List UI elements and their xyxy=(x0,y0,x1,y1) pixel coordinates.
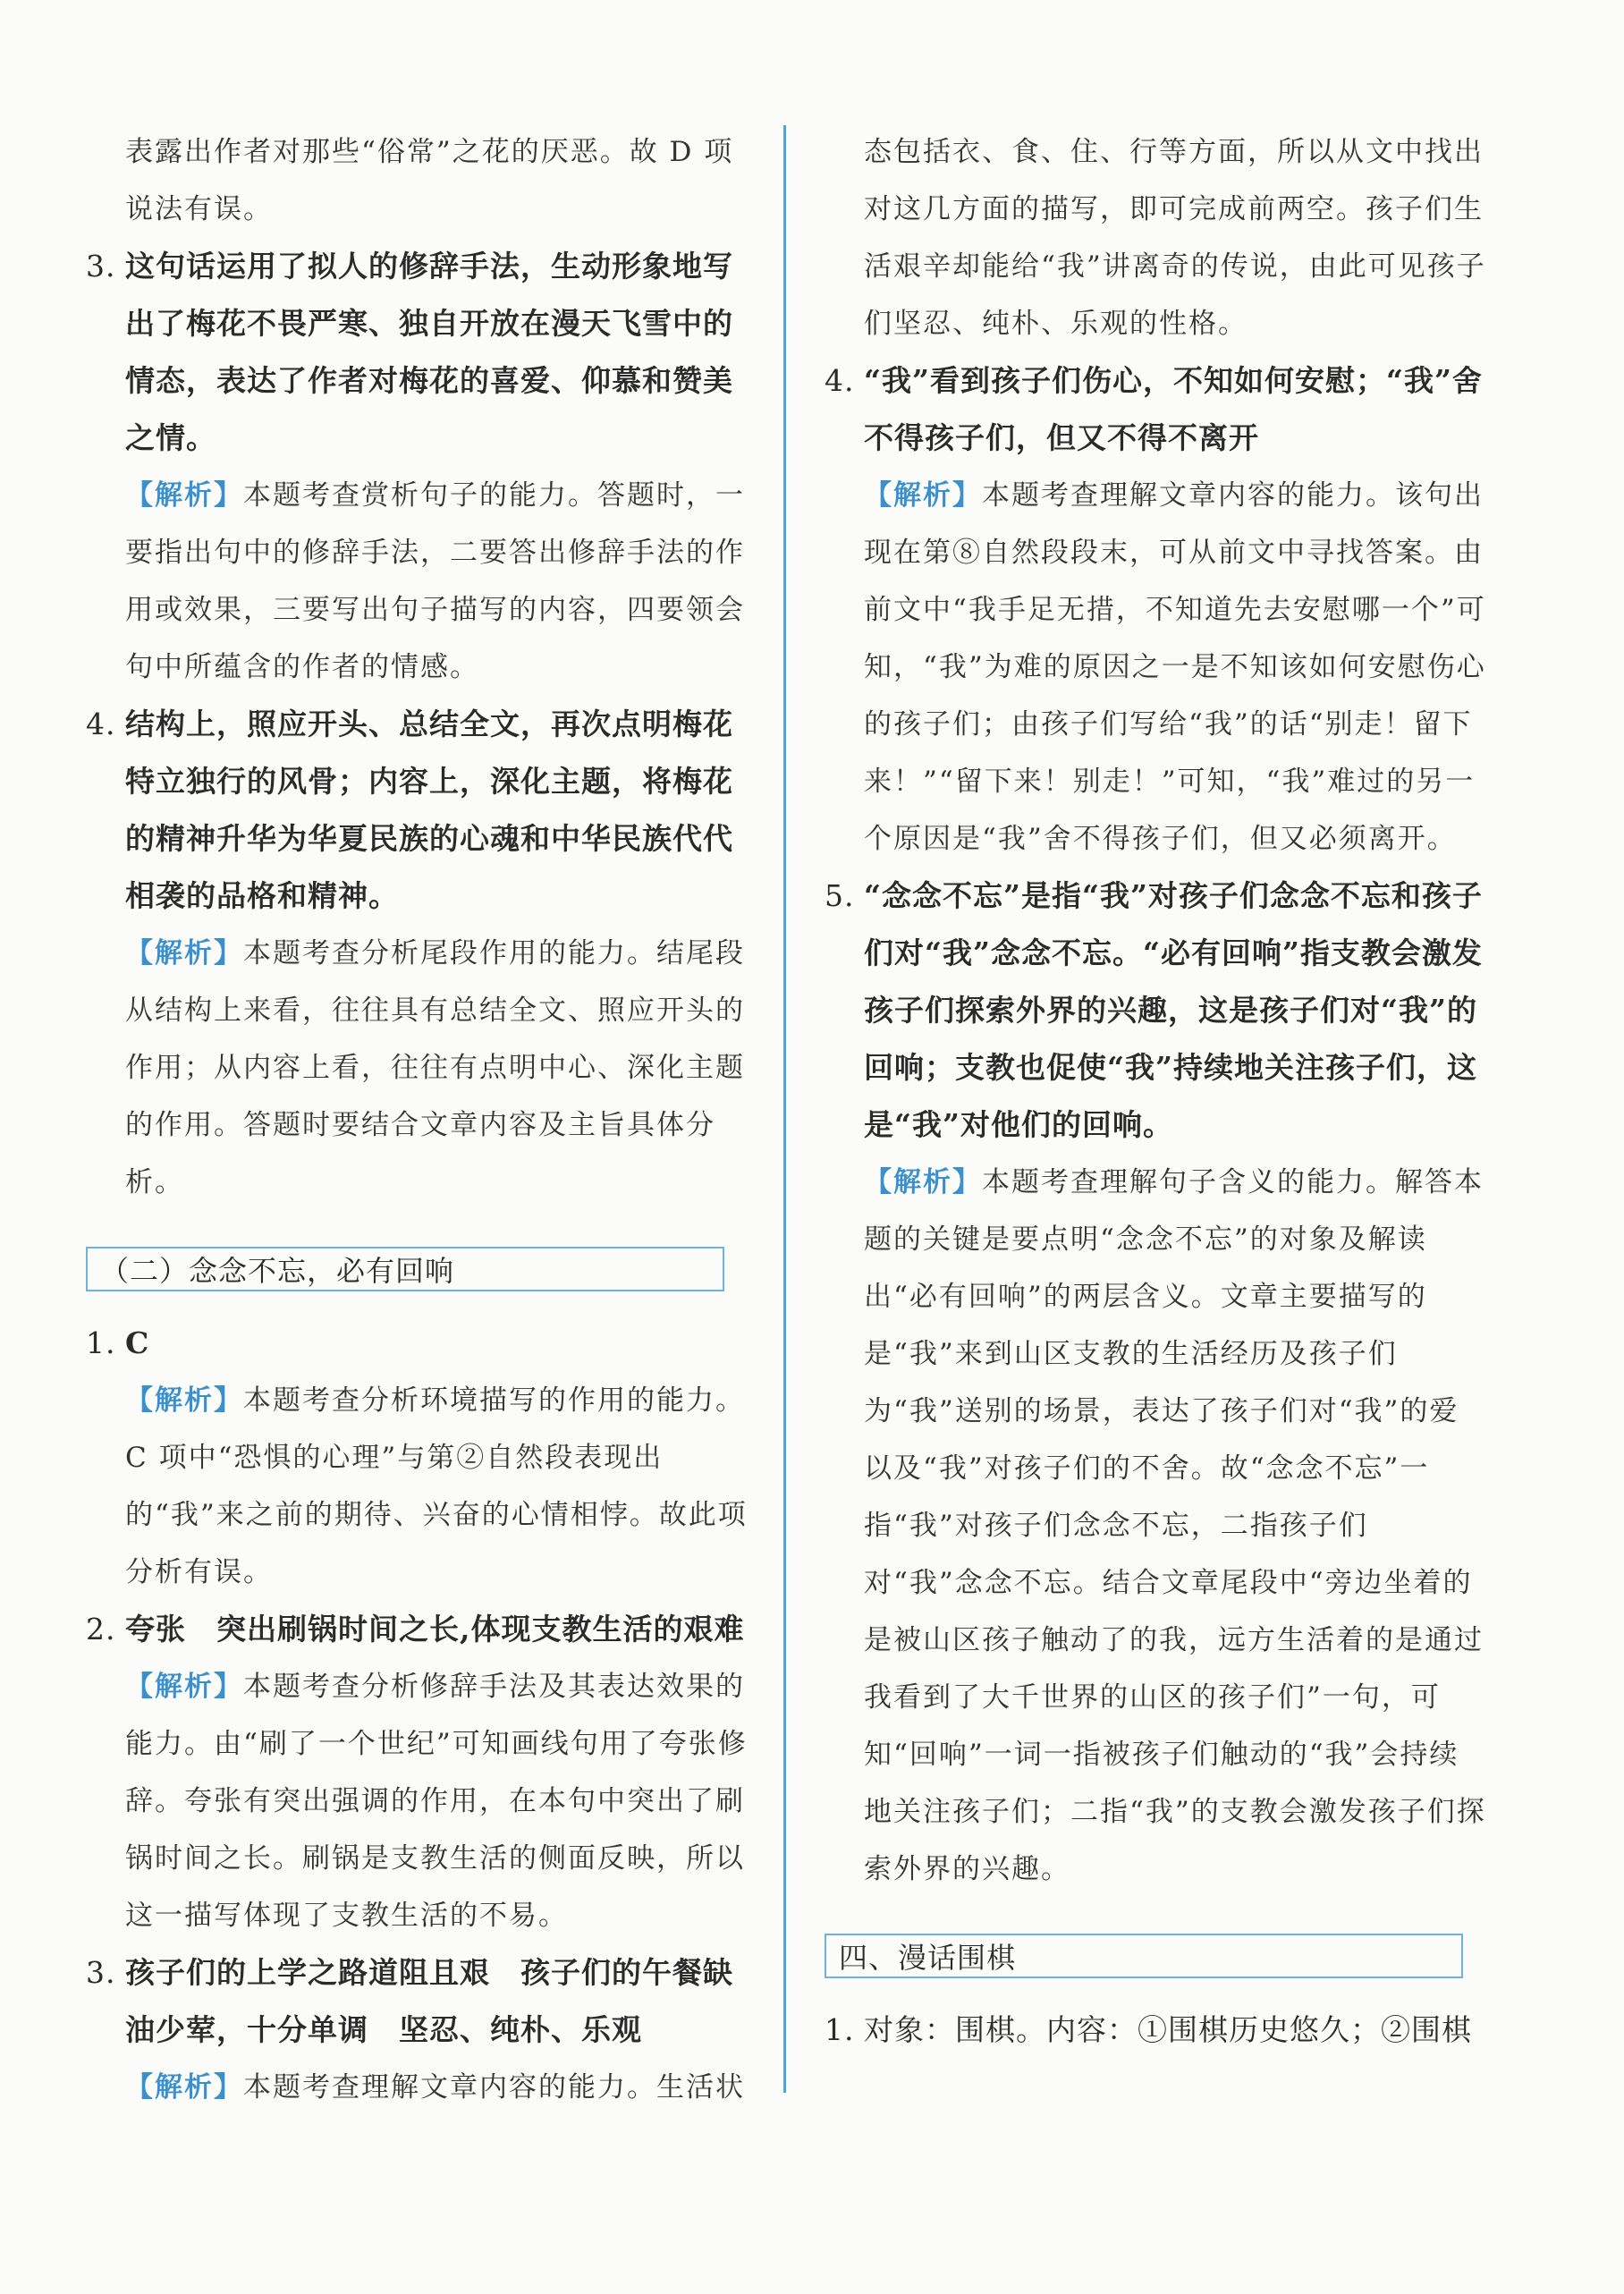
analysis-text: 本题考查赏析句子的能力。答题时，一要指出句中的修辞手法，二要答出修辞手法的作用或效果，三要写出句子描写的内容，四要领会句中所蕴含的作者的情感。 xyxy=(125,479,745,683)
analysis xyxy=(86,1658,748,1944)
analysis-tag: 【解析】 xyxy=(125,479,243,512)
question-number: 3. xyxy=(86,249,116,284)
analysis xyxy=(86,925,748,1211)
section2-question-1 xyxy=(86,1315,748,1372)
section2-question-3 xyxy=(86,1944,748,2059)
analysis-tag: 【解析】 xyxy=(125,937,243,969)
question-number: 4. xyxy=(86,707,116,741)
answer-text: C xyxy=(125,1325,150,1360)
analysis xyxy=(86,2059,748,2116)
analysis xyxy=(86,467,748,696)
question-number: 4. xyxy=(825,363,855,398)
answer-text: 对象：围棋。内容：①围棋历史悠久；②围棋 xyxy=(864,2012,1472,2047)
analysis-tag: 【解析】 xyxy=(864,479,982,512)
column-divider xyxy=(783,125,786,2093)
answer-text: 夸张 突出刷锅时间之长,体现支教生活的艰难 xyxy=(125,1612,745,1646)
question-number: 3. xyxy=(86,1955,116,1990)
question-number: 1. xyxy=(825,2012,855,2047)
analysis-tag: 【解析】 xyxy=(125,1671,243,1703)
section-header-4: 四、漫话围棋 xyxy=(825,1934,1463,1978)
answer-text: “念念不忘”是指“我”对孩子们念念不忘和孩子们对“我”念念不忘。“必有回响”指支教会激发孩子们探索外界的兴趣，这是孩子们对“我”的回响；支教也促使“我”持续地关注孩子们，这是“我”对他们的回响。 xyxy=(864,878,1483,1142)
question-number: 2. xyxy=(86,1612,116,1646)
analysis-text: 本题考查分析环境描写的作用的能力。C 项中“恐惧的心理”与第②自然段表现出的“我”来之前的期待、兴奋的心情相悖。故此项分析有误。 xyxy=(125,1384,748,1588)
continued-text: 态包括衣、食、住、行等方面，所以从文中找出对这几方面的描写，即可完成前两空。孩子们生活艰辛却能给“我”讲离奇的传说，由此可见孩子们坚忍、纯朴、乐观的性格。 xyxy=(864,136,1486,340)
left-column xyxy=(86,123,748,2116)
question-number: 1. xyxy=(86,1325,116,1360)
question-5 xyxy=(825,868,1486,1154)
analysis xyxy=(825,1154,1486,1898)
right-column xyxy=(825,123,1486,2059)
section4-question-1 xyxy=(825,2002,1486,2059)
analysis-text: 本题考查分析尾段作用的能力。结尾段从结构上来看，往往具有总结全文、照应开头的作用；从内容上看，往往有点明中心、深化主题的作用。答题时要结合文章内容及主旨具体分析。 xyxy=(125,937,745,1198)
answer-text: “我”看到孩子们伤心，不知如何安慰；“我”舍不得孩子们，但又不得不离开 xyxy=(864,363,1483,455)
analysis xyxy=(86,1372,748,1601)
question-3 xyxy=(86,238,748,467)
answer-text: 孩子们的上学之路道阻且艰 孩子们的午餐缺油少荤，十分单调 坚忍、纯朴、乐观 xyxy=(125,1955,733,2047)
analysis-tag: 【解析】 xyxy=(125,1384,243,1417)
analysis-text: 本题考查分析修辞手法及其表达效果的能力。由“刷了一个世纪”可知画线句用了夸张修辞。夸张有突出强调的作用，在本句中突出了刷锅时间之长。刷锅是支教生活的侧面反映，所以这一描写体现了支教生活的不易。 xyxy=(125,1671,748,1932)
analysis xyxy=(825,467,1486,868)
section2-question-2 xyxy=(86,1601,748,1658)
analysis-tag: 【解析】 xyxy=(125,2071,243,2104)
answer-text: 这句话运用了拟人的修辞手法，生动形象地写出了梅花不畏严寒、独自开放在漫天飞雪中的情态，表达了作者对梅花的喜爱、仰慕和赞美之情。 xyxy=(125,249,733,455)
analysis-text: 本题考查理解文章内容的能力。该句出现在第⑧自然段段末，可从前文中寻找答案。由前文中“我手足无措，不知道先去安慰哪一个”可知，“我”为难的原因之一是不知该如何安慰伤心的孩子们；由孩子们写给“我”的话“别走！留下来！”“留下来！别走！”可知，“我”难过的另一个原因是“我”舍不得孩子们，但又必须离开。 xyxy=(864,479,1486,855)
analysis-text: 本题考查理解句子含义的能力。解答本题的关键是要点明“念念不忘”的对象及解读出“必有回响”的两层含义。文章主要描写的是“我”来到山区支教的生活经历及孩子们为“我”送别的场景，表达了孩子们对“我”的爱以及“我”对孩子们的不舍。故“念念不忘”一指“我”对孩子们念念不忘，二指孩子们对“我”念念不忘。结合文章尾段中“旁边坐着的是被山区孩子触动了的我，远方生活着的是通过我看到了大千世界的山区的孩子们”一句，可知“回响”一词一指被孩子们触动的“我”会持续地关注孩子们；二指“我”的支教会激发孩子们探索外界的兴趣。 xyxy=(864,1166,1486,1885)
section-header-2: （二）念念不忘，必有回响 xyxy=(86,1247,724,1291)
question-number: 5. xyxy=(825,878,855,913)
answer-text: 结构上，照应开头、总结全文，再次点明梅花特立独行的风骨；内容上，深化主题，将梅花的精神升华为华夏民族的心魂和中华民族代代相袭的品格和精神。 xyxy=(125,707,733,913)
continued-text: 表露出作者对那些“俗常”之花的厌恶。故 D 项说法有误。 xyxy=(125,136,734,225)
question-4 xyxy=(825,352,1486,467)
analysis-tag: 【解析】 xyxy=(864,1166,982,1198)
question-4 xyxy=(86,696,748,925)
analysis-text: 本题考查理解文章内容的能力。生活状 xyxy=(243,2071,745,2104)
